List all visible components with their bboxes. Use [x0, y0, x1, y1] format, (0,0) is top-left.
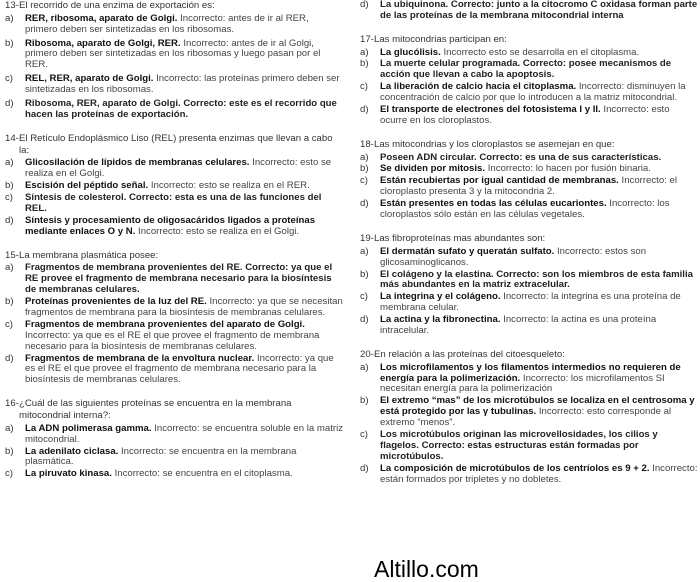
option-a: a) RER, ribosoma, aparato de Golgi. Incorrecto: antes de ir al RER, primero deben ser sintetizadas en los ribosomas.: [5, 12, 309, 35]
option-d-correct: d) La ubiquinona. Correcto: junto a la citocromo C oxidasa forman parte de las proteínas de la membrana mitocondrial interna: [360, 0, 698, 21]
question-16-continued: [360, 0, 698, 22]
option-c: c) La integrina y el colágeno. Incorrecto: la integrina es una proteína de membrana celular.: [360, 291, 681, 314]
option-d: d) El transporte de electrones del fotosistema I y II. Incorrecto: esto ocurre en los cloroplastos.: [360, 104, 670, 126]
question-text: 19-Las fibroproteínas mas abundantes son:: [360, 233, 546, 244]
option-d-correct: d) Ribosoma, RER, aparato de Golgi. Correcto: este es el recorrido que hacen las proteínas de exportación.: [5, 98, 337, 120]
option-d: d) La composición de microtúbulos de los centríolos es 9 + 2. Incorrecto: están formados por tripletes y no dobletes.: [360, 462, 698, 485]
question-text: 16-¿Cuál de las siguientes proteínas se encuentra en la membrana mitocondrial interna?:: [5, 398, 292, 421]
question-text: 18-Las mitocondrias y los cloroplastos se asemejan en que:: [360, 138, 615, 150]
option-a: a) Los microfilamentos y los filamentos intermedios no requieren de energía para la polimerización. Incorrecto: los microfilamentos SI necesitan energía para la polimerización: [360, 361, 681, 395]
option-b: b) Se dividen por mitosis. Incorrecto: lo hacen por fusión binaria.: [360, 163, 651, 175]
option-c: c) REL, RER, aparato de Golgi. Incorrecto: las proteínas primero deben ser sintetizadas en los ribosomas.: [5, 73, 340, 96]
question-19: [360, 233, 698, 337]
option-a: a) Glicosilación de lípidos de membranas celulares. Incorrecto: esto se realiza en el Golgi.: [5, 157, 332, 180]
question-text: 15-La membrana plasmática posee:: [5, 249, 159, 261]
question-text: 17-Las mitocondrias participan en:: [360, 33, 507, 45]
option-c: c) La piruvato kinasa. Incorrecto: se encuentra en el citoplasma.: [5, 468, 293, 480]
option-d: d) Están presentes en todas las células eucariontes. Incorrecto: los cloroplastos sólo están en las células vegetales.: [360, 198, 670, 221]
option-c: c) Fragmentos de membrana provenientes del aparato de Golgi. Incorrecto: ya que es el RE el que provee el fragmento de membrana necesario para la biosíntesis de membranas celulares.: [5, 318, 320, 352]
question-17: [360, 34, 698, 127]
question-text: 20-En relación a las proteínas del citoesqueleto:: [360, 348, 565, 360]
option-d: d) La actina y la fibronectina. Incorrecto: la actina es una proteína intracelular.: [360, 314, 657, 337]
question-20: [360, 349, 698, 486]
option-b: b) El extremo “mas” de los microtúbulos se localiza en el centrosoma y está protegido por las γ tubulinas. Incorrecto: esto corresponde al extremo “menos”.: [360, 395, 695, 429]
question-text: 13-El recorrido de una enzima de exportación es:: [5, 0, 215, 11]
site-watermark: Altillo.com: [374, 556, 479, 582]
question-15: [5, 250, 343, 387]
right-column: [360, 0, 698, 486]
left-column: [5, 0, 343, 480]
option-b: b) Ribosoma, aparato de Golgi, RER. Incorrecto: antes de ir al Golgi, primero deben ser sintetizadas en los ribosomas y luego pasan por el RER.: [5, 37, 321, 71]
option-a-correct: a) Poseen ADN circular. Correcto: es una de sus características.: [360, 151, 662, 163]
option-c: c) La liberación de calcio hacia el citoplasma. Incorrecto: disminuyen la concentración de calcio por que lo introducen a la matriz mitocondrial.: [360, 81, 686, 104]
option-b-correct: b) El colágeno y la elastina. Correcto: son los miembros de esta familia más abundantes en la matriz extracelular.: [360, 268, 693, 291]
question-18: [360, 139, 698, 221]
option-d: d) Fragmentos de membrana de la envoltura nuclear. Incorrecto: ya que es el RE el que provee el fragmento de membrana necesario para la biosíntesis de membranas celulares.: [5, 352, 334, 386]
option-b: b) La adenilato ciclasa. Incorrecto: se encuentra en la membrana plasmática.: [5, 445, 297, 468]
option-c: c) Están recubiertas por igual cantidad de membranas. Incorrecto: el cloroplasto presenta 3 y la mitocondria 2.: [360, 175, 677, 198]
option-a: a) El dermatán sufato y queratán sulfato. Incorrecto: estos son glicosaminoglicanos.: [360, 245, 647, 268]
option-b: b) Proteínas provenientes de la luz del RE. Incorrecto: ya que se necesitan fragmentos de membrana para la biosíntesis de membranas celulares.: [5, 296, 343, 318]
option-b: b) Escisión del péptido señal. Incorrecto: esto se realiza en el RER.: [5, 180, 310, 192]
question-16: [5, 398, 343, 480]
question-14: [5, 133, 343, 238]
option-a: a) La ADN polimerasa gamma. Incorrecto: se encuentra soluble en la matriz mitocondrial.: [5, 422, 343, 445]
question-13: [5, 0, 343, 121]
option-b-correct: b) La muerte celular programada. Correcto: posee mecanismos de acción que llevan a cabo la apoptosis.: [360, 58, 672, 81]
option-c-correct: c) Síntesis de colesterol. Correcto: esta es una de las funciones del REL.: [5, 191, 322, 214]
option-a-correct: a) Fragmentos de membrana provenientes del RE. Correcto: ya que el RE provee el fragmento de membrana necesario para la biosíntesis de membranas celulares.: [5, 262, 333, 296]
option-a: a) La glucólisis. Incorrecto esto se desarrolla en el citoplasma.: [360, 46, 640, 58]
option-c-correct: c) Los microtúbulos originan las microvellosidades, los cilios y flagelos. Correcto: estas estructuras están formadas por microtúbulos.: [360, 429, 658, 462]
question-text: 14-El Retículo Endoplásmico Liso (REL) presenta enzimas que llevan a cabo la:: [5, 132, 333, 156]
option-d: d) Síntesis y procesamiento de oligosacáridos ligados a proteínas mediante enlaces O y N. Incorrecto: esto se realiza en el Golgi.: [5, 214, 316, 237]
